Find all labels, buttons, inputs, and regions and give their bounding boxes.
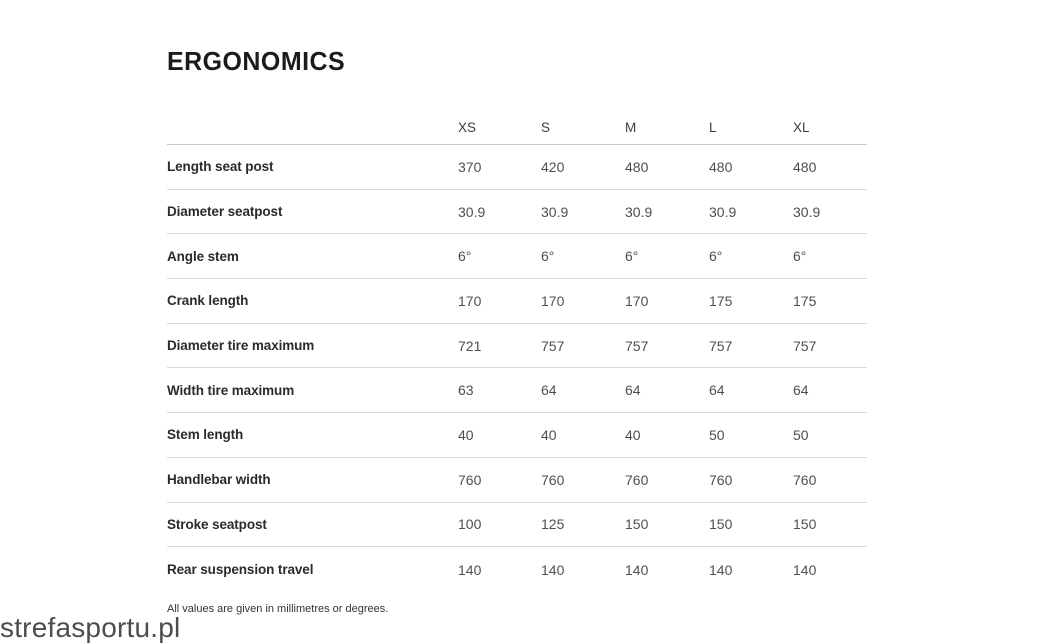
cell-value: 480 xyxy=(793,158,817,175)
table-row-stem-length xyxy=(167,413,867,458)
row-label: Crank length xyxy=(167,293,249,309)
cell-value: 6° xyxy=(793,248,807,265)
row-label: Rear suspension travel xyxy=(167,562,314,578)
row-label: Length seat post xyxy=(167,159,274,175)
cell-value: 170 xyxy=(541,292,565,309)
cell-value: 6° xyxy=(541,248,555,265)
cell-value: 64 xyxy=(625,382,641,399)
table-row-handlebar-width xyxy=(167,458,867,503)
cell-value: 480 xyxy=(625,158,649,175)
cell-value: 175 xyxy=(793,292,817,309)
cell-value: 30.9 xyxy=(793,203,821,220)
cell-value: 175 xyxy=(709,292,733,309)
cell-value: 170 xyxy=(625,292,649,309)
cell-value: 760 xyxy=(793,471,817,488)
row-label: Handlebar width xyxy=(167,472,271,488)
cell-value: 30.9 xyxy=(625,203,653,220)
cell-value: 40 xyxy=(625,426,641,443)
cell-value: 50 xyxy=(793,426,809,443)
cell-value: 30.9 xyxy=(458,203,486,220)
row-label: Stem length xyxy=(167,427,244,443)
cell-value: 757 xyxy=(625,337,649,354)
cell-value: 150 xyxy=(793,516,817,533)
page-title: ERGONOMICS xyxy=(167,46,346,76)
cell-value: 6° xyxy=(709,248,723,265)
cell-value: 757 xyxy=(709,337,733,354)
cell-value: 140 xyxy=(793,561,817,578)
cell-value: 150 xyxy=(625,516,649,533)
cell-value: 6° xyxy=(625,248,639,265)
row-label: Width tire maximum xyxy=(167,382,295,398)
table-row-rear-suspension-travel xyxy=(167,547,867,592)
column-header-xs: XS xyxy=(458,120,477,135)
cell-value: 64 xyxy=(793,382,809,399)
cell-value: 757 xyxy=(541,337,565,354)
cell-value: 370 xyxy=(458,158,482,175)
cell-value: 40 xyxy=(458,426,474,443)
table-row-diameter-seatpost xyxy=(167,190,867,235)
cell-value: 64 xyxy=(709,382,725,399)
table-row-stroke-seatpost xyxy=(167,503,867,548)
cell-value: 125 xyxy=(541,516,565,533)
cell-value: 757 xyxy=(793,337,817,354)
cell-value: 760 xyxy=(541,471,565,488)
cell-value: 64 xyxy=(541,382,557,399)
table-row-angle-stem xyxy=(167,234,867,279)
cell-value: 150 xyxy=(709,516,733,533)
cell-value: 63 xyxy=(458,382,474,399)
cell-value: 140 xyxy=(625,561,649,578)
column-header-m: M xyxy=(625,120,637,135)
watermark-strefasportu: strefasportu.pl xyxy=(0,612,181,643)
cell-value: 140 xyxy=(541,561,565,578)
cell-value: 760 xyxy=(709,471,733,488)
table-row-width-tire-maximum xyxy=(167,368,867,413)
cell-value: 30.9 xyxy=(541,203,569,220)
cell-value: 170 xyxy=(458,292,482,309)
table-row-diameter-tire-maximum xyxy=(167,324,867,369)
cell-value: 30.9 xyxy=(709,203,737,220)
column-header-s: S xyxy=(541,120,551,135)
table-row-crank-length xyxy=(167,279,867,324)
cell-value: 40 xyxy=(541,426,557,443)
units-footnote: All values are given in millimetres or degrees. xyxy=(167,602,389,615)
cell-value: 140 xyxy=(709,561,733,578)
cell-value: 760 xyxy=(625,471,649,488)
cell-value: 6° xyxy=(458,248,472,265)
table-row-length-seat-post xyxy=(167,145,867,190)
cell-value: 721 xyxy=(458,337,482,354)
row-label: Angle stem xyxy=(167,248,239,264)
ergonomics-section xyxy=(167,0,867,615)
table-header-row xyxy=(167,111,867,145)
row-label: Stroke seatpost xyxy=(167,516,267,532)
cell-value: 480 xyxy=(709,158,733,175)
row-label: Diameter tire maximum xyxy=(167,338,315,354)
cell-value: 420 xyxy=(541,158,565,175)
cell-value: 760 xyxy=(458,471,482,488)
column-header-xl: XL xyxy=(793,120,810,135)
column-header-l: L xyxy=(709,120,717,135)
cell-value: 140 xyxy=(458,561,482,578)
cell-value: 50 xyxy=(709,426,725,443)
ergonomics-table xyxy=(167,111,867,592)
cell-value: 100 xyxy=(458,516,482,533)
row-label: Diameter seatpost xyxy=(167,204,283,220)
